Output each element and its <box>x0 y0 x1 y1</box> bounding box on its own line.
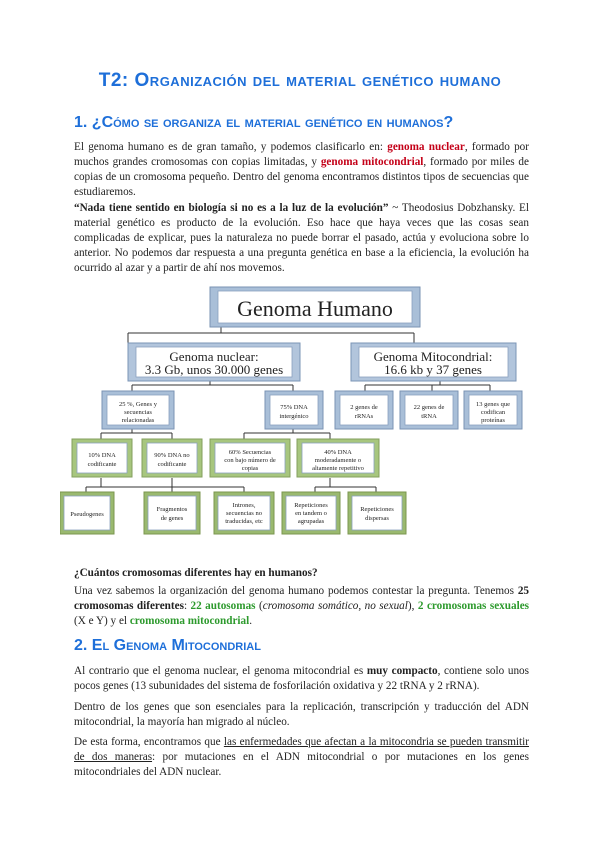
text-run: El genoma humano es de gran tamaño, y podemos clasificarlo en: <box>74 141 388 153</box>
coding-label-1: 10% DNA <box>88 452 116 459</box>
trna-label-2: tRNA <box>421 413 437 420</box>
quote-author: ~ Theodosius Dobzhansky. <box>388 202 516 214</box>
nuclear-label-2: 3.3 Gb, unos 30.000 genes <box>144 362 284 377</box>
pseudogenes-label: Pseudogenes <box>70 511 104 518</box>
text-run: ), <box>407 600 418 612</box>
introns-label-2: secuencias no <box>226 510 262 517</box>
mito-paragraph-2: Dentro de los genes que son esenciales para la replicación, transcripción y traducción del ADN mitocondrial, la mayoría han migrado al núcleo. <box>74 701 529 728</box>
term-autosomas: 22 autosomas <box>190 600 256 612</box>
protein-label-2: codifican <box>480 409 506 416</box>
tandem-label-2: en tandem o <box>295 510 327 517</box>
low-copy-label-1: 60% Secuencias <box>228 449 272 456</box>
text-run: . <box>249 615 253 627</box>
text-run: Una vez sabemos la organización del genoma humano podemos contestar la pregunta. Tenemos <box>74 585 518 597</box>
bold-term: muy compacto <box>366 665 438 677</box>
genic-label-1: 25 %, Genes y <box>119 401 157 408</box>
term-sex-chromosomes: 2 cromosomas sexuales <box>417 600 530 612</box>
intro-paragraph <box>74 140 529 200</box>
coding-label-2: codificante <box>87 461 117 468</box>
dispersed-label-2: dispersas <box>365 515 389 522</box>
low-copy-label-3: copias <box>241 465 259 472</box>
term-genoma-mitocondrial: genoma mitocondrial <box>320 156 424 168</box>
low-copy-label-2: con bajo número de <box>224 457 276 464</box>
page-title: T2: Organización del material genético humano <box>98 70 502 91</box>
mito-label-2: 16.6 kb y 37 genes <box>384 362 482 377</box>
dispersed-label-1: Repeticiones <box>360 506 394 513</box>
text-run: , formado por muchos grandes cromosomas con copias limitadas, y <box>74 141 529 168</box>
text-run: (X e Y) y el <box>74 615 130 627</box>
text-run: El material genético es producto de la evolución. Eso hace que haya veces que las cosas sean complicadas de explicar, pues la naturaleza no puede borrar el pasado, actúa y evoluciona sobre lo anterior. No podemos dar respuesta a una pregunta genética en base a la eficiencia, la evolución ha ocurrido al azar y a partir de ahí nos movemos. <box>74 202 529 274</box>
text-run: De esta forma, encontramos que <box>74 736 224 748</box>
repetitive-label-2: moderadamente o <box>314 457 362 464</box>
genic-label-3: relacionadas <box>121 417 155 424</box>
tandem-label-1: Repeticiones <box>294 502 328 509</box>
trna-label-1: 22 genes de <box>413 404 445 411</box>
root-label: Genoma Humano <box>237 296 393 321</box>
rrna-label-2: rRNAs <box>354 413 374 420</box>
text-run: ( <box>255 600 263 612</box>
text-run: : <box>183 600 191 612</box>
mito-paragraph-3 <box>74 735 529 780</box>
noncoding-label-1: 90% DNA no <box>154 452 190 459</box>
introns-label-1: Intrones, <box>232 502 256 509</box>
protein-label-3: proteínas <box>481 417 505 424</box>
question-heading: ¿Cuántos cromosomas diferentes hay en humanos? <box>74 567 318 579</box>
fragments-label-1: Fragmentos <box>156 506 188 513</box>
chromosome-count: 25 cromosomas diferentes <box>74 585 529 612</box>
text-run: : por mutaciones en el ADN mitocondrial o por mutaciones en los genes mitocondriales del ADN nuclear. <box>74 751 529 778</box>
evolution-paragraph <box>74 201 529 276</box>
answer-paragraph <box>74 584 529 629</box>
repetitive-label-1: 40% DNA <box>324 449 352 456</box>
text-run: Al contrario que el genoma nuclear, el genoma mitocondrial es <box>74 665 367 677</box>
underlined-text: las enfermedades que afectan a la mitocondria se pueden transmitir de dos maneras <box>74 736 529 763</box>
text-run: , contiene solo unos pocos genes (13 subunidades del sistema de fosforilación oxidativa y 22 tRNA y 2 rRNA). <box>74 665 530 692</box>
noncoding-label-2: codificante <box>157 461 187 468</box>
quote: “Nada tiene sentido en biología si no es a la luz de la evolución” <box>74 202 389 214</box>
genic-label-2: secuencias <box>124 409 152 416</box>
section-1-heading: 1. ¿Cómo se organiza el material genético en humanos? <box>74 114 454 131</box>
introns-label-3: traducidas, etc <box>225 518 263 525</box>
protein-label-1: 13 genes que <box>476 401 510 408</box>
text-run: , formado por miles de copias de un cromosoma pequeño. Dentro del genoma encontramos distintos tipos de secuencias que estudiaremos. <box>74 156 529 198</box>
rrna-label-1: 2 genes de <box>350 404 378 411</box>
mito-paragraph-1 <box>74 664 529 694</box>
fragments-label-2: de genes <box>160 515 184 522</box>
nuclear-label-1: Genoma nuclear: <box>169 349 259 364</box>
italic-note: cromosoma somático, no sexual <box>262 600 408 612</box>
term-genoma-nuclear: genoma nuclear <box>387 141 465 153</box>
mito-label-1: Genoma Mitocondrial: <box>373 349 493 364</box>
repetitive-label-3: altamente repetitivo <box>312 465 364 472</box>
intergenic-label-1: 75% DNA <box>280 404 308 411</box>
intergenic-label-2: intergénico <box>279 413 309 420</box>
genome-organization-diagram <box>60 283 540 545</box>
section-2-heading: 2. El Genoma Mitocondrial <box>74 637 261 654</box>
term-mito-chromosome: cromosoma mitocondrial <box>129 615 250 627</box>
tandem-label-3: agrupadas <box>297 518 325 525</box>
